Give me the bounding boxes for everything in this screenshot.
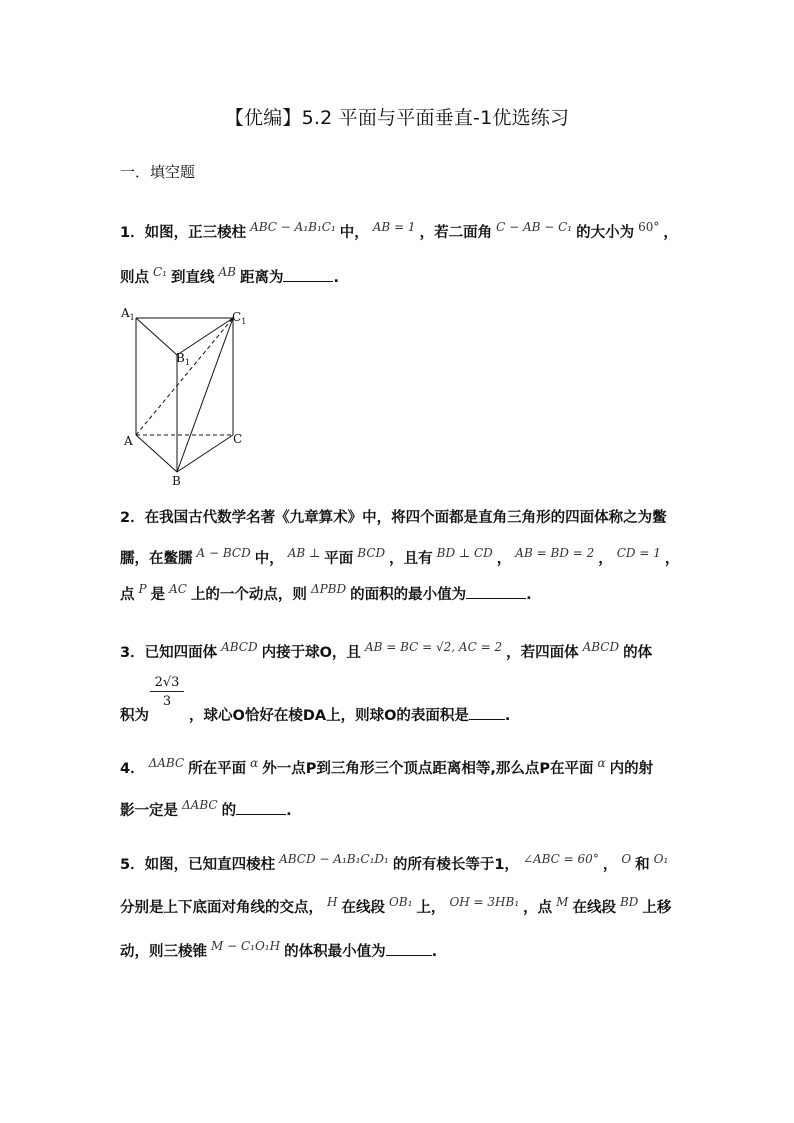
math-expr: M − C₁O₁H — [211, 939, 281, 953]
math-expr: AB — [218, 265, 236, 279]
math-expr: ABC − A₁B₁C₁ — [250, 220, 336, 234]
math-expr: BD — [619, 895, 639, 909]
math-expr: A − BCD — [196, 546, 251, 560]
q3-line-2: 积为 ，球心O恰好在棱DA上，则球O的表面积是 . — [120, 708, 511, 724]
math-expr: AB = 1 — [372, 220, 416, 234]
document-title: 【优编】5.2 平面与平面垂直-1优选练习 — [224, 107, 570, 129]
math-expr: M — [556, 895, 569, 909]
math-expr: α — [597, 756, 606, 770]
math-expr: P — [138, 582, 147, 596]
math-expr: ABCD — [221, 640, 258, 654]
math-expr: α — [250, 756, 259, 770]
math-expr: AB ⊥ — [287, 546, 321, 560]
q5-line-1: 5．如图，已知直四棱柱 $^{ABCD - A_1B_1C_1D_1}$ 的所有棱长等于1， $^{\angle ABC = 60^\circ}$ ， $^O$ 和 $^{O_1}$ — [120, 852, 669, 873]
label-C1: $C_1$ — [232, 310, 247, 326]
q3-line-1: 3．已知四面体 $^{ABCD}$ 内接于球O，且 $^{AB = BC = √2, AC = 2}$ ，若四面体 $^{ABCD}$ 的体 — [120, 640, 653, 661]
section-heading: 一．填空题 — [120, 163, 196, 181]
math-expr: AB = BC = √2, AC = 2 — [364, 640, 503, 654]
math-expr: C − AB − C₁ — [496, 220, 573, 234]
q2-line-1: 2．在我国古代数学名著《九章算术》中，将四个面都是直角三角形的四面体称之为鳖 — [120, 510, 667, 526]
q1-line-1: 1．如图，正三棱柱 $^{ABC - A_1B_1C_1}$ 中， $^{AB = 1}$ ，若二面角 $^{C - AB - C_1}$ 的大小为 $^{60^\circ}$ ， — [120, 220, 678, 241]
answer-blank — [236, 814, 286, 815]
math-expr: BD ⊥ CD — [436, 546, 493, 560]
math-expr: C₁ — [153, 265, 167, 279]
answer-blank — [469, 719, 505, 720]
math-expr: H — [327, 895, 338, 909]
label-C: C — [233, 432, 243, 446]
q5-line-2: 分别是上下底面对角线的交点， $^H$ 在线段 $^{OB_1}$ 上， $^{OH = 3HB_1}$ ，点 $^M$ 在线段 $^{BD}$ 上移 — [120, 895, 672, 916]
label-A1: $A_1$ — [121, 306, 135, 322]
q1-line-2: 则点 $^{C_1}$ 到直线 $^{AB}$ 距离为 . — [120, 265, 339, 286]
label-B: B — [172, 474, 181, 488]
q4-line-2: 影一定是 $^{\Delta ABC}$ 的 . — [120, 798, 292, 819]
q5-line-3: 动，则三棱锥 $^{M - C_1O_1H}$ 的体积最小值为 . — [120, 939, 438, 960]
label-B1: $B_1$ — [176, 351, 190, 367]
math-expr: ABCD — [582, 640, 620, 654]
math-expr: O — [621, 852, 632, 866]
prism-figure — [115, 300, 255, 490]
math-expr: ΔPBD — [310, 582, 347, 596]
math-expr: AB = BD = 2 — [515, 546, 595, 560]
q4-line-1: 4． $^{\Delta ABC}$ 所在平面 $^\alpha$ 外一点P到三角形三个顶点距离相等,那么点P在平面 $^\alpha$ 内的射 — [120, 756, 654, 777]
q2-line-2: 臑，在鳖臑 $^{A - BCD}$ 中， $^{AB \perp}$ 平面 $^{BCD}$ ，且有 $^{BD \perp CD}$ ， $^{AB = BD = 2}$ ， $^{CD = 1}$ ， — [120, 546, 680, 567]
q2-line-3: 点 $^P$ 是 $^{AC}$ 上的一个动点，则 $^{\Delta PBD}$ 的面积的最小值为 . — [120, 582, 532, 603]
math-expr: ∠ABC = 60° — [522, 852, 599, 866]
label-A: A — [124, 434, 133, 448]
math-expr: ΔABC — [182, 798, 218, 812]
answer-blank — [283, 281, 333, 282]
math-expr: AC — [169, 582, 187, 596]
answer-blank — [466, 598, 526, 599]
math-expr: BCD — [357, 546, 386, 560]
volume-fraction: $\frac{2√3}{3}$ — [150, 675, 184, 709]
math-expr: 60° — [638, 220, 660, 234]
answer-blank — [386, 955, 432, 956]
math-expr: ΔABC — [148, 756, 185, 770]
math-expr: O₁ — [653, 852, 669, 866]
math-expr: ABCD − A₁B₁C₁D₁ — [279, 852, 389, 866]
math-expr: CD = 1 — [616, 546, 661, 560]
math-expr: OH = 3HB₁ — [449, 895, 520, 909]
math-expr: OB₁ — [388, 895, 413, 909]
